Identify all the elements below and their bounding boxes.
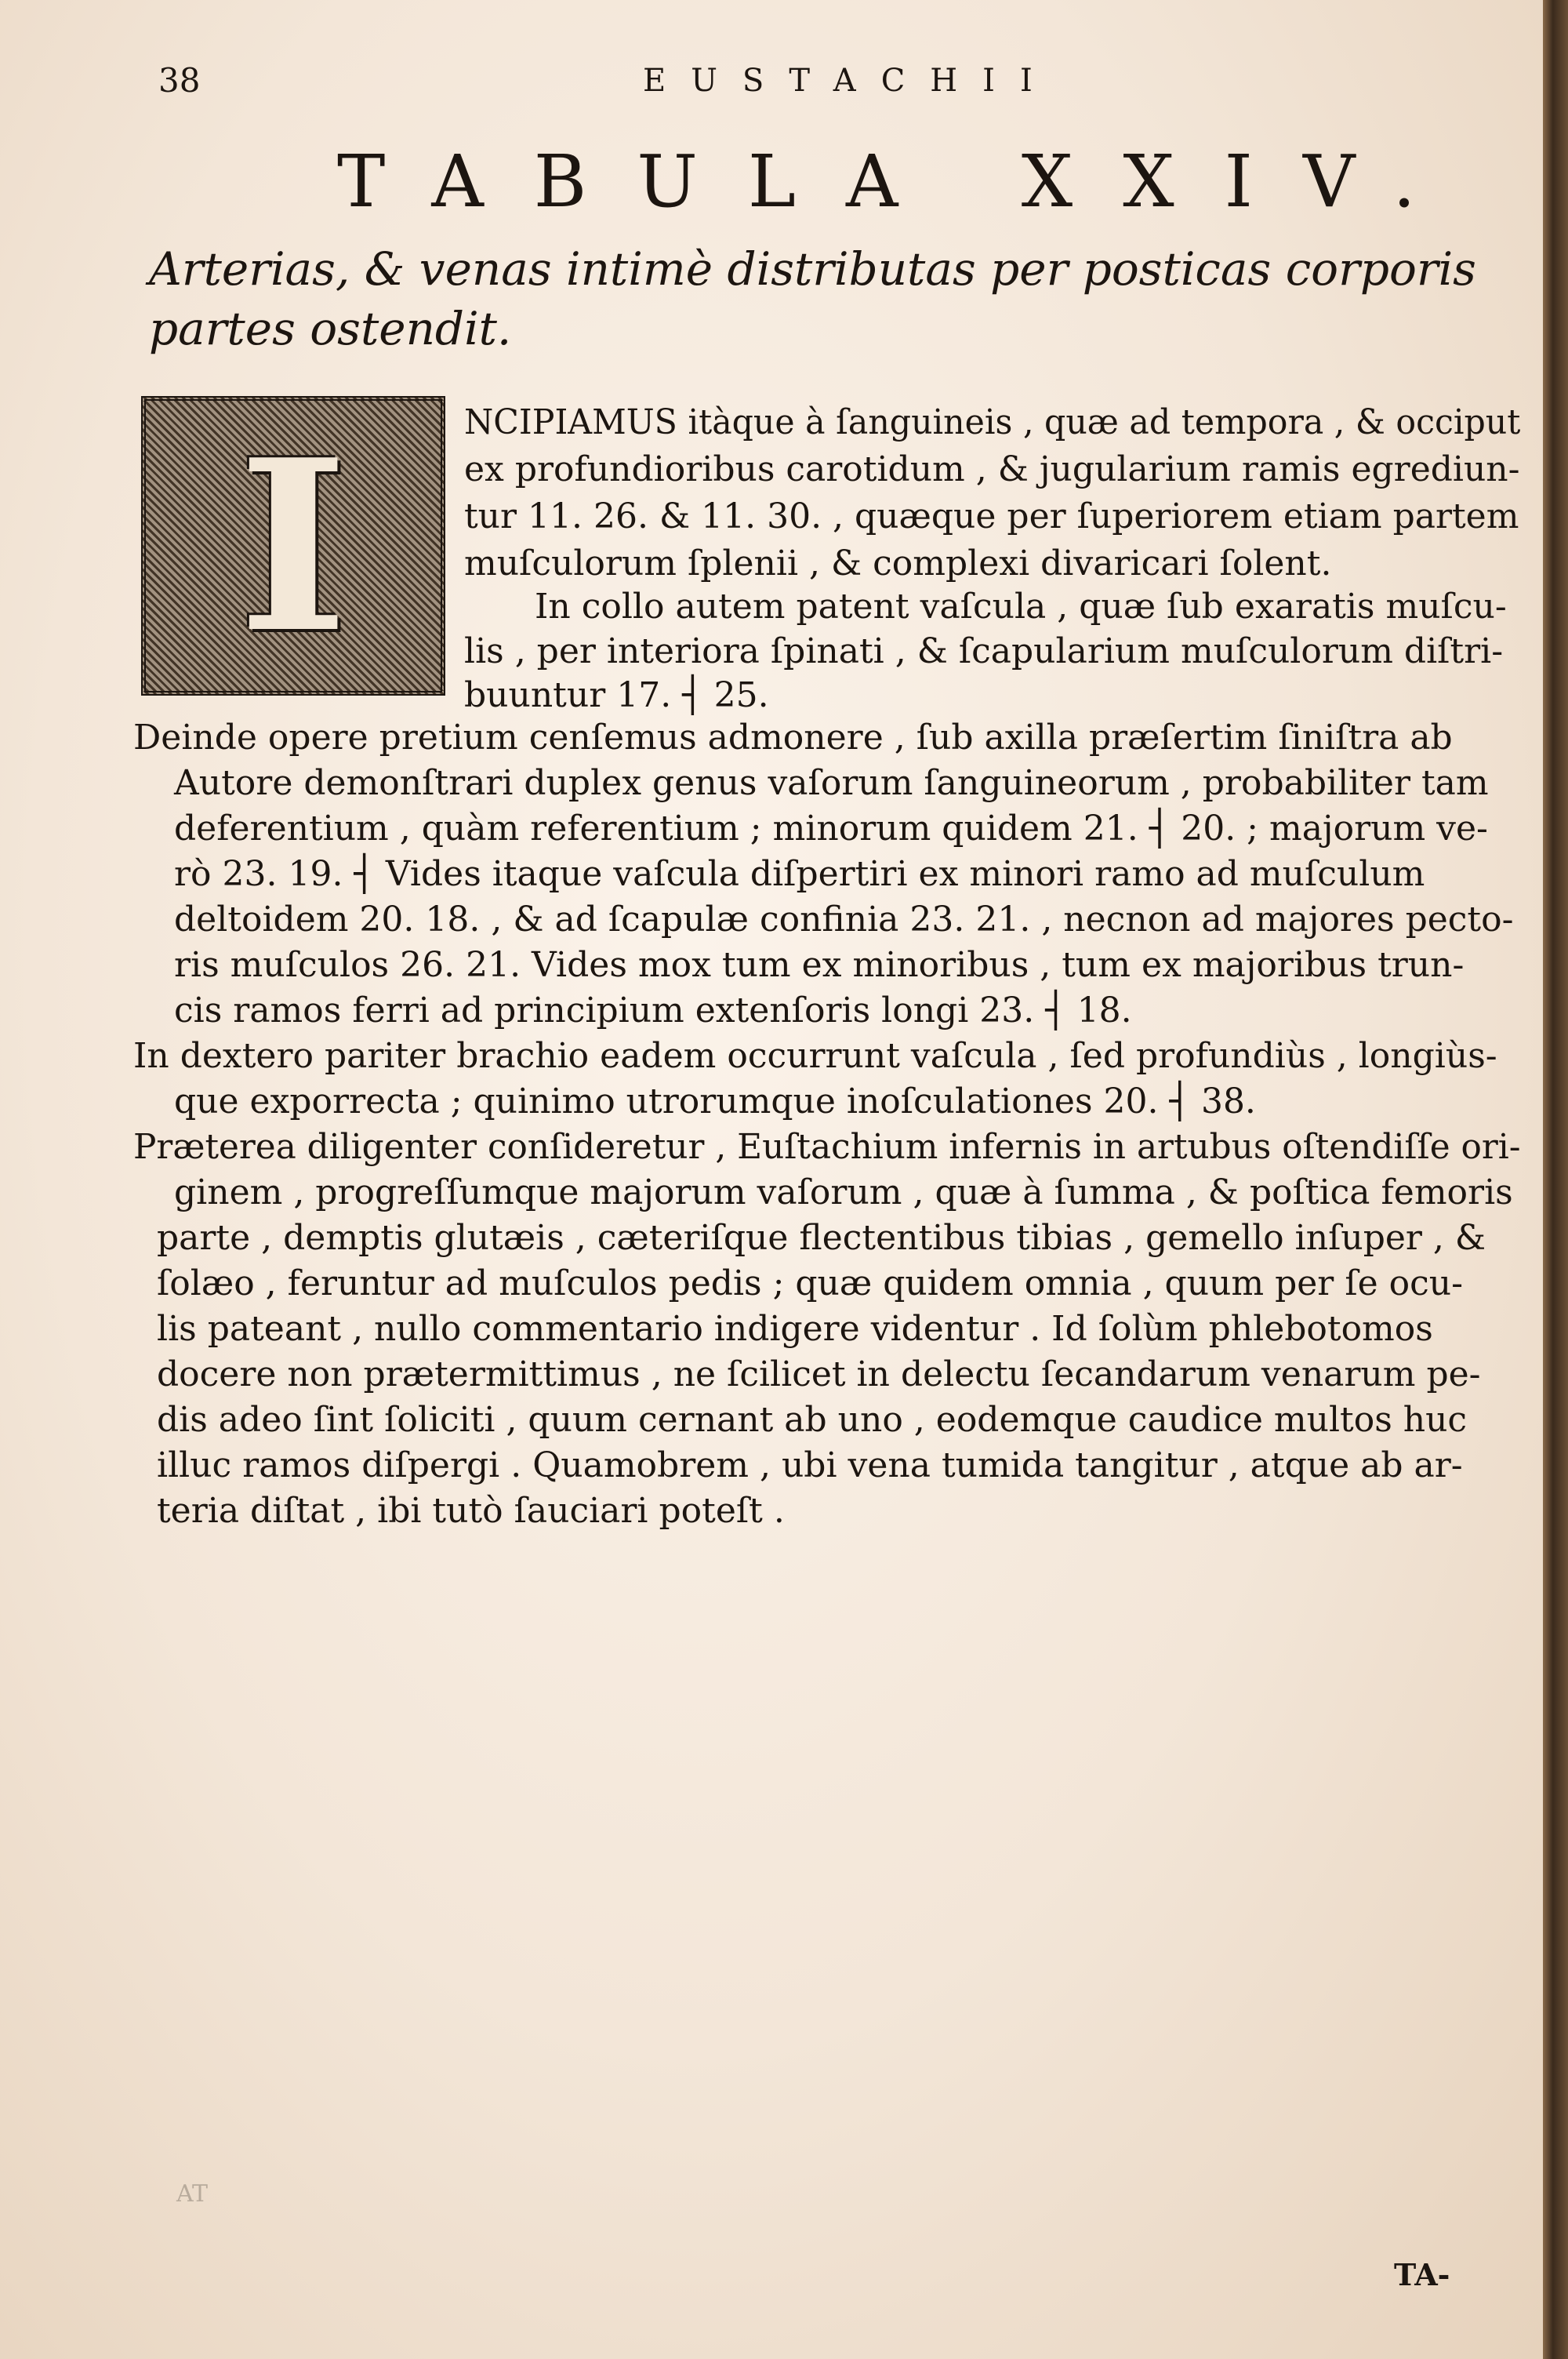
text-line-2: ex profundioribus carotidum , & jugularium ramis egrediun- [464,449,1520,489]
text-line-3: tur 11. 26. & 11. 30. , quæque per ſuperiorem etiam partem [464,496,1519,536]
text-line-21: lis pateant , nullo commentario indigere videntur . Id ſolùm phlebotomos [157,1309,1433,1349]
decorated-initial [141,396,445,696]
text-line-4: muſculorum ſplenii , & complexi divaricari ſolent. [464,543,1332,583]
catchword: TA- [1394,2257,1450,2292]
text-line-18: ginem , progreſſumque majorum vaſorum , quæ à ſumma , & poſtica femoris [174,1172,1513,1212]
text-line-25: teria diſtat , ibi tutò ſauciari poteſt . [157,1491,785,1531]
text-line-6: lis , per interiora ſpinati , & ſcapularium muſculorum diſtri- [464,631,1504,671]
running-title: EUSTACHII [643,63,1058,99]
faint-margin-mark: AT [176,2180,209,2208]
text-line-5: In collo autem patent vaſcula , quæ ſub exaratis muſcu- [535,587,1507,627]
text-line-1: NCIPIAMUS itàque à ſanguineis , quæ ad tempora , & occiput [464,402,1521,442]
plate-subtitle: Arterias, & venas intimè distributas per posticas corporis partes ostendit. [149,242,1476,355]
text-line-7: buuntur 17. ┤ 25. [464,675,769,715]
text-line-11: rò 23. 19. ┤ Vides itaque vaſcula diſpertiri ex minori ramo ad muſculum [174,854,1425,894]
text-line-8: Deinde opere pretium cenſemus admonere , ſub axilla præſertim ſiniſtra ab [133,718,1453,758]
text-line-13: ris muſculos 26. 21. Vides mox tum ex minoribus , tum ex majoribus trun- [174,945,1465,985]
text-line-22: docere non prætermittimus , ne ſcilicet in delectu ſecandarum venarum pe- [157,1354,1481,1394]
page-number: 38 [158,61,201,100]
book-spine-edge [1543,0,1568,2359]
text-line-23: dis adeo ſint ſoliciti , quum cernant ab uno , eodemque caudice multos huc [157,1400,1468,1440]
text-line-12: deltoidem 20. 18. , & ad ſcapulæ confinia 23. 21. , necnon ad majores pecto- [174,900,1514,940]
text-line-10: deferentium , quàm referentium ; minorum quidem 21. ┤ 20. ; majorum ve- [174,809,1488,849]
plate-title: TABULA XXIV. [337,140,1466,224]
text-line-20: ſolæo , feruntur ad muſculos pedis ; quæ quidem omnia , quum per ſe ocu- [157,1263,1463,1303]
text-line-9: Autore demonſtrari duplex genus vaſorum ſanguineorum , probabiliter tam [174,763,1489,803]
text-line-24: illuc ramos diſpergi . Quamobrem , ubi vena tumida tangitur , atque ab ar- [157,1445,1463,1485]
text-line-15: In dextero pariter brachio eadem occurrunt vaſcula , ſed profundiùs , longiùs- [133,1036,1497,1076]
text-line-14: cis ramos ferri ad principium extenſoris longi 23. ┤ 18. [174,990,1132,1030]
text-line-19: parte , demptis glutæis , cæteriſque flectentibus tibias , gemello inſuper , & [157,1218,1486,1258]
text-line-17: Præterea diligenter conſideretur , Euſtachium infernis in artubus oſtendiſſe ori- [133,1127,1521,1167]
text-line-16: que exporrecta ; quinimo utrorumque inoſculationes 20. ┤ 38. [174,1081,1256,1121]
initial-letter: I [238,407,349,685]
running-head [0,61,1543,116]
